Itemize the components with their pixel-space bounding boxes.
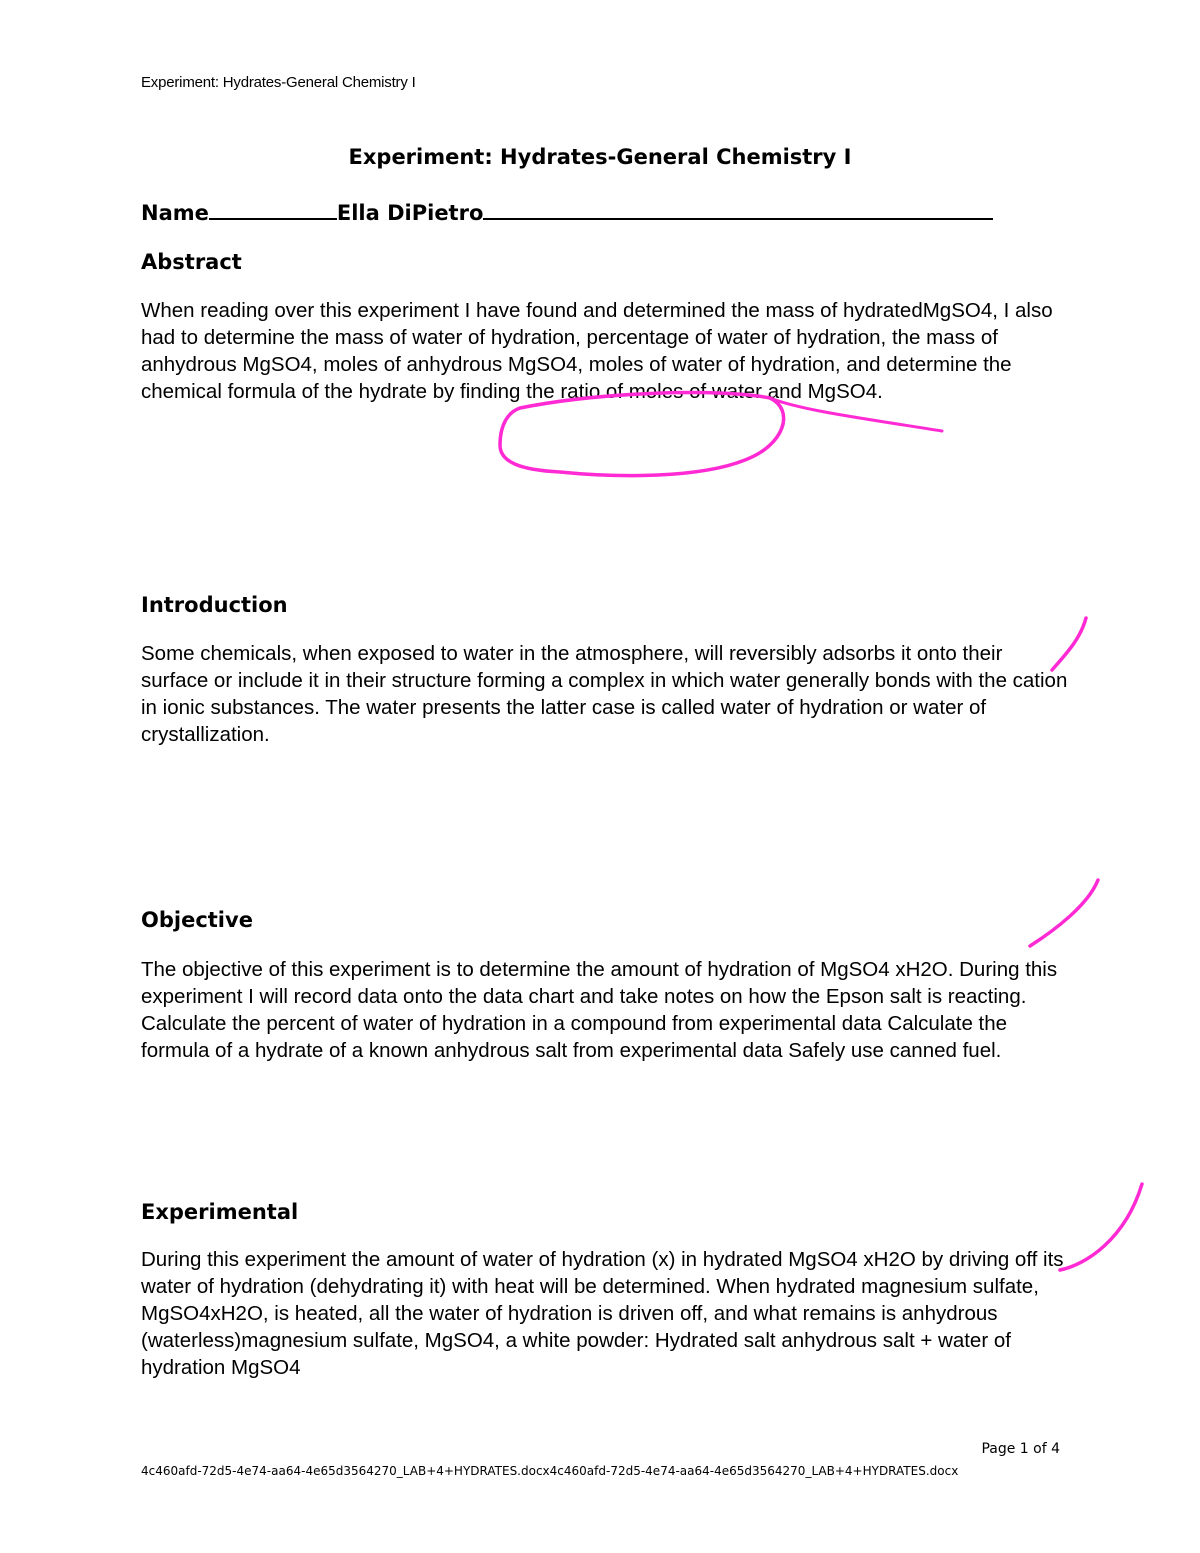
name-underline-right (483, 198, 993, 220)
introduction-heading: Introduction (141, 593, 288, 617)
check-mark-objective (1030, 880, 1098, 946)
introduction-text: Some chemicals, when exposed to water in the atmosphere, will reversibly adsorbs it onto their surface or include it in their structure forming a complex in which water generally bonds with the cation in ionic substances. The water presents the latter case is called water of hydration or water of crystallization. (141, 642, 1068, 746)
document-title: Experiment: Hydrates-General Chemistry I (348, 145, 852, 169)
check-mark-experimental (1060, 1184, 1142, 1270)
objective-heading: Objective (141, 908, 253, 932)
experimental-text: During this experiment the amount of water of hydration (x) in hydrated MgSO4 xH2O by driving off its water of hydration (dehydrating it) with heat will be determined. When hydrated magnesium sulfate, MgSO4xH2O, is heated, all the water of hydration is driven off, and what remains is anhydrous (waterless)magnesium sulfate, MgSO4, a white powder: Hydrated salt anhydrous salt + water of hydration MgSO4 (141, 1248, 1064, 1379)
abstract-heading: Abstract (141, 250, 242, 274)
footer-filename: 4c460afd-72d5-4e74-aa64-4e65d3564270_LAB+4+HYDRATES.docx4c460afd-72d5-4e74-aa64-4e65d3564270_LAB+4+HYDRATES.docx (141, 1464, 959, 1478)
name-underline-left (209, 198, 337, 220)
circle-annotation (500, 393, 784, 476)
name-label: Name (141, 201, 209, 225)
student-name: Ella DiPietro (336, 201, 484, 225)
objective-text: The objective of this experiment is to determine the amount of hydration of MgSO4 xH2O. During this experiment I will record data onto the data chart and take notes on how the Epson salt is reacting. Calculate the percent of water of hydration in a compound from experimental data Calculate the formula of a hydrate of a known anhydrous salt from experimental data Safely use canned fuel. (141, 958, 1058, 1062)
experimental-heading: Experimental (141, 1200, 299, 1224)
page-number: Page 1 of 4 (981, 1441, 1060, 1457)
name-line (141, 198, 993, 225)
running-header: Experiment: Hydrates-General Chemistry I (141, 74, 416, 91)
abstract-text: When reading over this experiment I have found and determined the mass of hydratedMgSO4, I also had to determine the mass of water of hydration, percentage of water of hydration, the mass of anhydrous MgSO4, moles of anhydrous MgSO4, moles of water of hydration, and determine the chemical formula of the hydrate by finding the ratio of moles of water and MgSO4. (141, 299, 1053, 403)
